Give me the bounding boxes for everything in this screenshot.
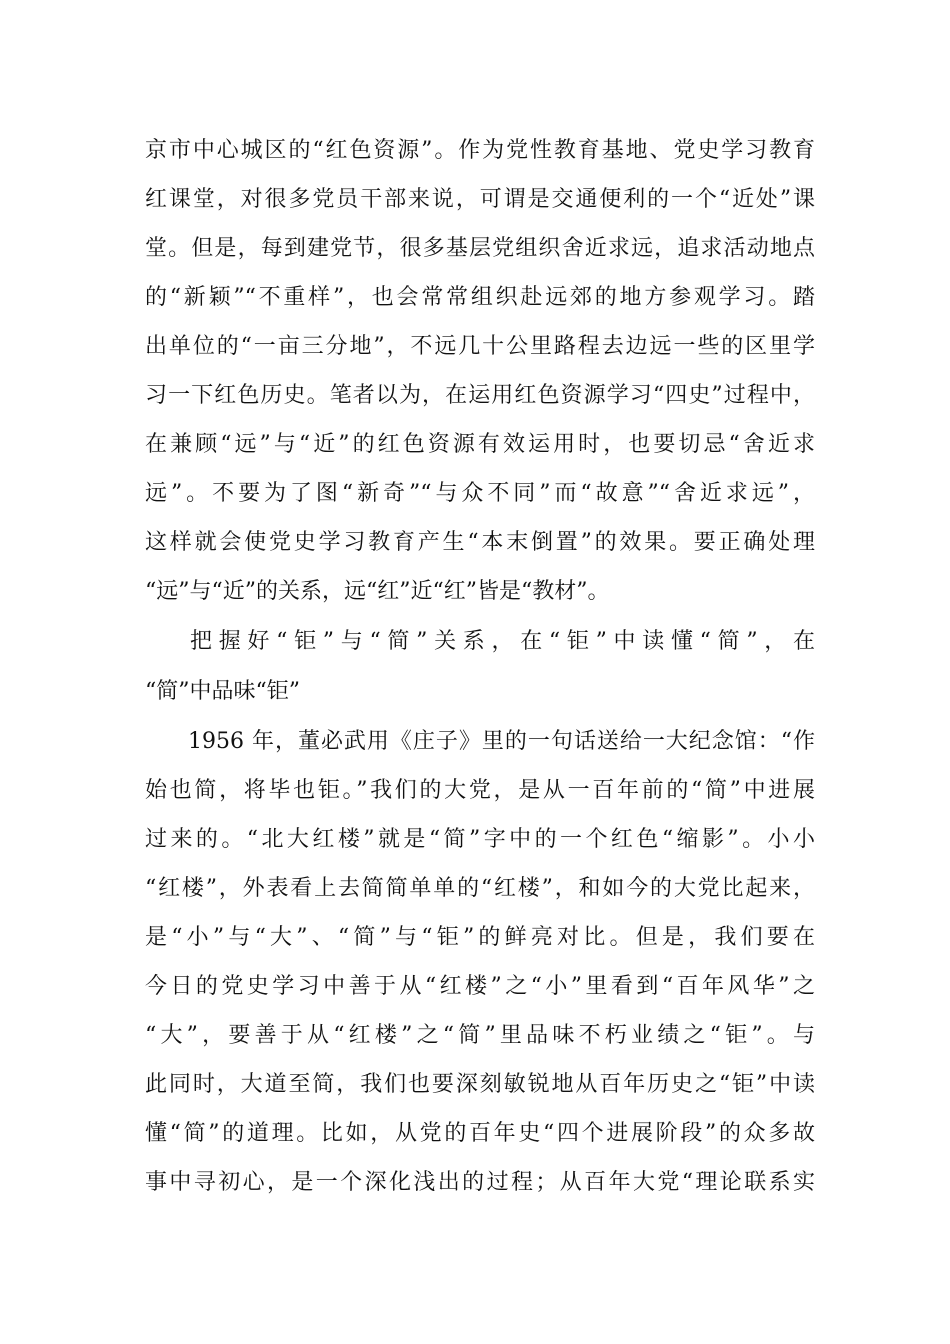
body-line-4: 的“新颖”“不重样”，也会常常组织赴远郊的地方参观学习。踏	[145, 285, 815, 310]
body-line-22: 事中寻初心，是一个深化浅出的过程；从百年大党“理论联系实	[145, 1170, 815, 1195]
body-line-15: 过来的。“北大红楼”就是“简”字中的一个红色“缩影”。小小	[145, 827, 815, 852]
body-line-6: 习一下红色历史。笔者以为，在运用红色资源学习“四史”过程中，	[145, 383, 815, 408]
body-line-3: 堂。但是，每到建党节，很多基层党组织舍近求远，追求活动地点	[145, 236, 815, 261]
body-line-5: 出单位的“一亩三分地”，不远几十公里路程去边远一些的区里学	[145, 334, 815, 359]
body-line-9: 这样就会使党史学习教育产生“本末倒置”的效果。要正确处理	[145, 530, 815, 555]
body-line-13: 1956 年，董必武用《庄子》里的一句话送给一大纪念馆：“作	[188, 729, 815, 754]
body-line-10: “远”与“近”的关系，远“红”近“红”皆是“教材”。	[145, 579, 610, 604]
body-line-21: 懂“简”的道理。比如，从党的百年史“四个进展阶段”的众多故	[145, 1121, 815, 1146]
body-line-17: 是“小”与“大”、“简”与“钜”的鲜亮对比。但是，我们要在	[145, 925, 815, 950]
body-line-18: 今日的党史学习中善于从“红楼”之“小”里看到“百年风华”之	[145, 974, 815, 999]
body-line-16: “红楼”，外表看上去简简单单的“红楼”，和如今的大党比起来，	[145, 876, 815, 901]
section-heading-line-1: 把握好“钜”与“简”关系，在“钜”中读懂“简”，在	[190, 629, 815, 654]
body-line-7: 在兼顾“远”与“近”的红色资源有效运用时，也要切忌“舍近求	[145, 432, 815, 457]
body-line-2: 红课堂，对很多党员干部来说，可谓是交通便利的一个“近处”课	[145, 187, 815, 212]
body-line-14: 始也简，将毕也钜。”我们的大党，是从一百年前的“简”中进展	[145, 778, 815, 803]
body-line-8: 远”。不要为了图“新奇”“与众不同”而“故意”“舍近求远”，	[145, 481, 815, 506]
section-heading-line-2: “简”中品味“钜”	[145, 679, 300, 704]
body-line-20: 此同时，大道至简，我们也要深刻敏锐地从百年历史之“钜”中读	[145, 1072, 815, 1097]
body-line-19: “大”，要善于从“红楼”之“简”里品味不朽业绩之“钜”。与	[145, 1023, 815, 1048]
body-line-1: 京市中心城区的“红色资源”。作为党性教育基地、党史学习教育	[145, 138, 815, 163]
